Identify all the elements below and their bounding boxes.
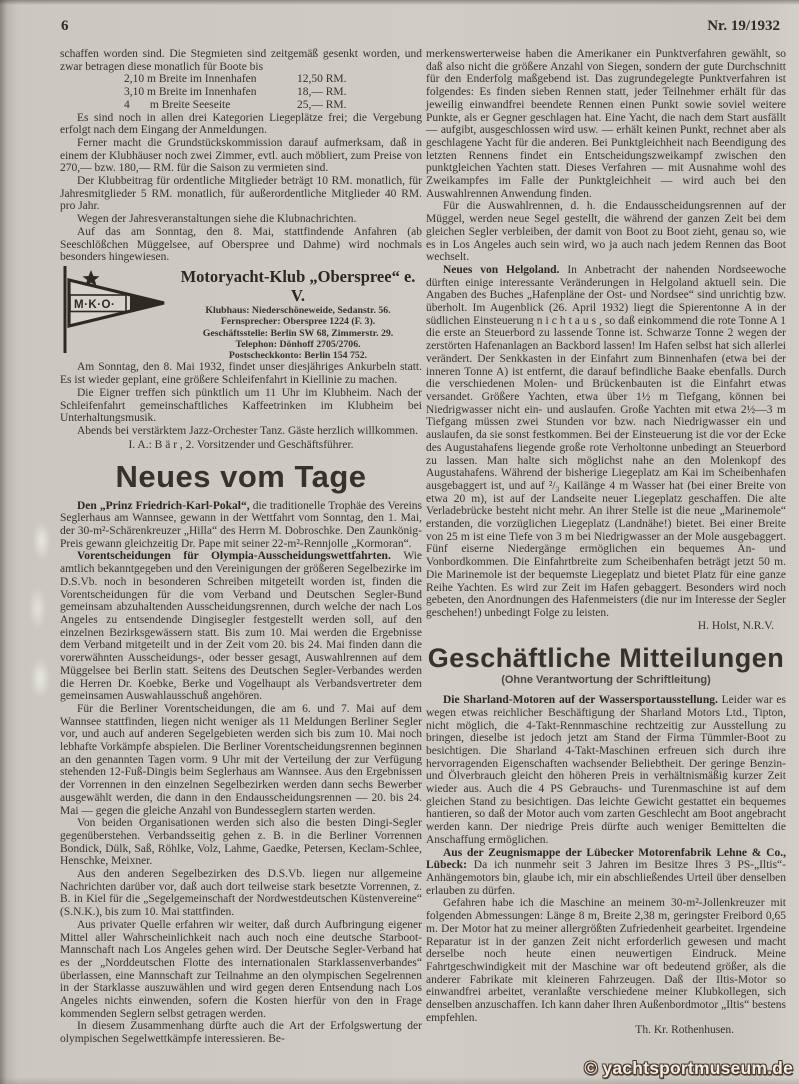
paragraph bbox=[60, 919, 422, 1021]
paragraph-text: Gefahren habe ich die Maschine an meinem 30-m²-Jollenkreuzer mit folgenden Abmessungen: Länge 8 m, Breite 2,38 m, geringster Freibord 0,65 m. Der Motor hat zu meiner allergrößten Zufriedenheit gearbeitet. Irgendeine Reparatur ist in der ganzen Zeit nicht erforderlich gewesen und macht derselbe noch heute einen neuwertigen Eindruck. Meine Fahrtgeschwindigkeit mit der Maschine war oft bedeutend größer, als die anderer Fabrikate mit kleineren Fahrzeugen. Daß der Iltis-Motor so einwandfrei arbeitet, veranlaßte verschiedene meiner Klubkollegen, sich denselben anzuschaffen. Ich kann daher Ihren Außenbordmotor „Iltis“ bestens empfehlen. bbox=[426, 897, 786, 1024]
paragraph-text: Aus privater Quelle erfahren wir weiter, daß durch Aufbringung eigener Mittel aller Wahrscheinlichkeit nach auch noch eine deutsche Starboot-Mannschaft nach Los Angeles gehen wird. Der Deutsche Segler-Verband hat es der „Norddeutschen Flotte des internationalen Starklassenverbandes“ überlassen, eine Mannschaft zur Teilnahme an den olympischen Segelrennen in der Starklasse auszuwählen und wird gegen deren Entsendung nach Los Angeles nichts einwenden, sofern die Kosten hierfür von den in Frage kommenden Seglern selbst getragen werden. bbox=[60, 918, 422, 1020]
paragraph: Es sind noch in allen drei Kategorien Liegeplätze frei; die Vergebung erfolgt nach dem Eingang der Anmeldungen. bbox=[60, 111, 422, 137]
price-item: 3,10 m Breite im Innenhafen bbox=[124, 86, 257, 99]
club-header bbox=[174, 267, 422, 361]
paragraph bbox=[426, 200, 786, 264]
article-signature: H. Holst, N.R.V. bbox=[697, 619, 774, 632]
paragraph bbox=[60, 817, 422, 868]
paragraph-lead: Den „Prinz Friedrich-Karl-Pokal“, bbox=[77, 499, 250, 512]
paragraph-text: Für die Berliner Vorentscheidungen, die am 6. und 7. Mai auf dem Wannsee stattfinden, liegen nicht weniger als 11 Meldungen Berliner Segler vor, und auch auf anderen Segelgebieten werden sich bis zum 10. Mai noch lebhafte Vorkämpfe abspielen. Die Berliner Vorentscheidungsrennen beginnen an den genannten Tagen vorm. 9 Uhr mit der Verteilung der zur Verfügung stehenden 12-Fuß-Dingis beim Seglerhaus am Wannsee. Aus den Ergebnissen der Vorrennen in den einzelnen Segelbezirken werden dann sechs Bewerber ausgewählt werden, die dann in den Endausscheidungsrennen — 20. bis 24. Mai — gegen die gleiche Anzahl von Bundesseglern starten werden. bbox=[60, 702, 422, 817]
price-row bbox=[60, 99, 422, 112]
paragraph: Auf das am Sonntag, den 8. Mai, stattfindende Anfahren (ab Seeschlößchen Müggelsee, auf Oberspree und Dahme) wird nochmals besonders hingewiesen. bbox=[60, 225, 422, 264]
club-announcement bbox=[60, 267, 422, 452]
paragraph-lead: Vorentscheidungen für Olympia-Ausscheidungswettfahrten. bbox=[77, 550, 391, 563]
paragraph-lead: Aus der Zeugnismappe der Lübecker Motorenfabrik Lehne & Co., Lübeck: bbox=[426, 846, 786, 872]
paragraph-lead: Die Sharland-Motoren auf der Wassersportausstellung. bbox=[443, 694, 718, 707]
price-value: 25,— RM. bbox=[297, 98, 347, 111]
paragraph: Der Klubbeitrag für ordentliche Mitglieder beträgt 10 RM. monatlich, für Jahresmitglieder 5 RM. monatlich, für außerordentliche Mitglieder 40 RM. pro Jahr. bbox=[60, 175, 422, 213]
section-subheading: (Ohne Verantwortung der Schriftleitung) bbox=[501, 674, 711, 687]
right-column bbox=[426, 48, 786, 1038]
club-info-line: Fernsprecher: Oberspree 1224 (F. 3). bbox=[220, 316, 376, 328]
testimonial-signature: Th. Kr. Rothenhusen. bbox=[635, 1024, 734, 1037]
paragraph-text: die traditionelle Trophäe des Vereins Seglerhaus am Wannsee, gewann in der Wettfahrt vom Sonntag, den 1. Mai, der 30-m²-Schärenkreuzer „Hilla“ des Herrn M. Dobroschke. Den Zaunkönig-Preis gewann gleichzeitig Dr. Pape mit seiner 22-m²-Rennjolle „Kormoran“. bbox=[60, 499, 422, 550]
paragraph bbox=[426, 897, 786, 1024]
paragraph bbox=[60, 1020, 422, 1045]
paragraph: Ferner macht die Grundstückskommission darauf aufmerksam, daß in einem der Klubhäuser noch zwei Zimmer, evtl. auch möbliert, zum Preise von 270,— bzw. 180,— RM. für die Saison zu vermieten sind. bbox=[60, 136, 422, 175]
club-signature: I. A.: B ä r , 2. Vorsitzender und Geschäftsführer. bbox=[128, 438, 354, 451]
paragraph: Am Sonntag, den 8. Mai 1932, findet unser diesjähriges Ankurbeln statt. Es ist wieder geplant, eine größere Schleifenfahrt in Kiellinie zu machen. bbox=[60, 361, 422, 387]
club-title: Motoryacht-Klub „Oberspree“ e. V. bbox=[180, 266, 416, 305]
paragraph bbox=[426, 847, 786, 898]
paragraph: Abends bei verstärktem Jazz-Orchester Tanz. Gäste herzlich willkommen. bbox=[77, 424, 418, 437]
section-heading-neues-vom-tage: Neues vom Tage bbox=[115, 458, 367, 494]
price-value: 12,50 RM. bbox=[297, 73, 347, 86]
club-flag-logo bbox=[54, 264, 176, 356]
paragraph-text: Leider war es wegen etwas reichlicher Beschäftigung der Sharland Motors Ltd., Tipton, nicht möglich, die 4-Takt-Rennmaschine rechtzeitig zur Ausstellung zu bringen, dieselbe ist jedoch jetzt am Stand der Firma Tümmler-Boot zu besichtigen. Die Sharland 4-Takt-Maschinen erfreuen sich durch ihre hervorragenden Eigenschaften wachsender Beliebtheit. Der geringe Benzin- und Ölverbrauch gleicht den höheren Preis in verhältnismäßig kurzer Zeit wieder aus. Auch die 4 PS Gebrauchs- und Turenmaschine ist auf dem gleichen Stand zu besichtigen. Das leichte Gewicht gestattet ein bequemes hantieren, so daß der Motor auch vom zarten Geschlecht am Boot angebracht werden kann. Der niedrige Preis dürfte auch weniger Bemittelten die Anschaffung ermöglichen. bbox=[426, 694, 787, 846]
flag-label: M·K·O· bbox=[74, 298, 116, 311]
page-header bbox=[61, 17, 780, 35]
paragraph-text: In diesem Zusammenhang dürfte auch die Art der Erfolgswertung der olympischen Segelwettkämpfe interessieren. Be- bbox=[60, 1020, 422, 1046]
paragraph: merkenswerterweise haben die Amerikaner ein Punktverfahren gewählt, so daß also nicht die größere Anzahl von Siegen, sondern der gute Durchschnitt für den Enderfolg maßgebend ist. Das zugrundegelegte Punktverfahren ist folgendes: Es finden sieben Rennen statt, jeder Teilnehmer erhält für das jeweilig einwandfrei beendete Rennen einen Punkt sowie soviel weitere Punkte, als er Gegner geschlagen hat. Eine Yacht, die nach dem Start ausfällt — aufgibt, ausgeschlossen wird usw. — erhält keinen Punkt, rechnet aber als geschlagene Yacht für die anderen. Bei Punktgleichheit nach Beendigung des letzten Rennens findet ein Entscheidungszweikampf zwischen den punktgleichen Yachten statt. Dieses Verfahren — mit Ausnahme wohl des Zweikampfes im Falle der Punktgleichheit — wird auch bei den Auswahlrennen Anwendung finden. bbox=[426, 48, 786, 200]
club-info-line: Geschäftsstelle: Berlin SW 68, Zimmerstr. 29. bbox=[202, 327, 394, 339]
club-info-line: Postscheckkonto: Berlin 154 752. bbox=[228, 350, 368, 362]
paragraph: Wegen der Jahresveranstaltungen siehe die Klubnachrichten. bbox=[77, 213, 357, 226]
paragraph bbox=[60, 868, 422, 919]
paragraph bbox=[426, 694, 786, 846]
price-item: 4 m Breite Seeseite bbox=[124, 98, 231, 111]
issue-number: Nr. 19/1932 bbox=[707, 18, 780, 34]
paragraph-text: In Anbetracht der nahenden Nordseewoche dürften einige interessante Veränderungen in Helgoland aktuell sein. Die Angaben des Buches „Hafenpläne der Ost- und Nordsee“ sind unrichtig bzw. überholt. Im Augenblick (26. April 1932) liegt die Spierentonne A in der südlichen Einsteuerung n i c h t a u s , so daß einkommend die rote Tonne A 1 die erste an Steuerbord zu lassende Tonne ist. Schwarze Tonne 2 wegen der zerstörten Hafenanlagen an Backbord lassen! Im Hafen selbst hat sich allerlei verändert. Der Senkkasten in der Einfahrt zum Binnenhafen (etwa bei der inneren Tonne A) ist entfernt, die darauf befindliche Baake ebenfalls. Durch die verschiedenen Molen- und Brückenbauten ist die Einfahrt etwas versandet. Größere Yachten, etwa über 1½ m Tiefgang, können bei Niedrigwasser nicht ein- und auslaufen. Große Yachten mit etwa 2½—3 m Tiefgang müssen zwei Stunden vor bzw. nach Niedrigwasser ein und auslaufen, da sie sonst festkommen. Bei der Einsteuerung ist die vor der Ecke des Augustahafens liegende große rote Verholtonne unbedingt an Steuerbord zu lassen. Man halte sich möglichst nahe an den Molenkopf des Augustahafens. Während der bisherige Liegeplatz am Kai im Scheibenhafen ausgebaggert ist, und auf ²/₃ Kailänge 4 m Wasser hat (bei einer Breite von etwa 20 m), ist auf der Landseite neuer Liegeplatz geschaffen. Die alte Verladebrücke besteht nicht mehr. An ihrer Stelle ist die neue „Marinemole“ erstanden, die vorzüglichen Liegeplatz (Landnähe!) bietet. Bei einer Breite von 25 m ist eine Tiefe von 3 m bei Niedrigwasser an der Mole ausgebaggert. Fünf eiserne Niedergänge ermöglichen ein bequemes An- und Vonbordkommen. Die Einfahrtbreite zum Scheibenhafen beträgt jetzt 50 m. Die Marinemole ist der bequemste Liegeplatz und bietet Platz für eine ganze Reihe Yachten. Es wird zur Zeit im Hafen gebaggert. Besonders wird noch gebeten, den Anordnungen des Hafenmeisters (die nur im Interesse der Segler geschehen!) unbedingt Folge zu leisten. bbox=[426, 263, 786, 619]
paragraph: schaffen worden sind. Die Stegmieten sind zeitgemäß gesenkt worden, und zwar betragen diese monatlich für Boote bis bbox=[60, 48, 422, 73]
price-value: 18,— RM. bbox=[297, 86, 347, 99]
paragraph-text: Für die Auswahlrennen, d. h. die Endausscheidungsrennen auf der Müggel, werden neue Segel gestellt, die während der ganzen Zeit bei dem gleichen Segler verbleiben, der damit von Boot zu Boot zieht, genau so, wie es in Los Angeles auch sein wird, wo ja auch nach jedem Rennen das Boot wechselt. bbox=[426, 200, 786, 264]
left-column bbox=[60, 48, 422, 1046]
watermark: © yachtsportmuseum.de bbox=[584, 1058, 793, 1078]
price-item: 2,10 m Breite im Innenhafen bbox=[124, 73, 257, 86]
club-info-line: Telephon: Dönhoff 2705/2706. bbox=[235, 338, 361, 350]
paragraph bbox=[60, 703, 422, 817]
paragraph bbox=[60, 550, 422, 702]
paragraph bbox=[426, 264, 786, 620]
page-number: 6 bbox=[61, 18, 69, 34]
mooring-price-list bbox=[60, 73, 422, 111]
paragraph-text: Wie amtlich bekanntgegeben und den Vereinigungen der größeren Segelbezirke im D.S.Vb. noch in besonderen Schreiben mitgeteilt worden ist, finden die Vorentscheidungen für die vom Verband und Deutschen Segler-Bund gemeinsam abzuhaltenden Ausscheidungsrennen, durch welche der nach Los Angeles zu entsendende Dingisegler festgestellt werden soll, auf den einzelnen Bezirksgewässern statt. Bis zum 10. Mai werden die Ergebnisse dem Verband mitgeteilt und in der Zeit vom 20. bis 24. Mai finden dann die vorerwähnten Ausscheidungs-, oder besser gesagt, Auswahlrennen auf dem Müggelsee bei Berlin statt. Seitens des Deutschen Segler-Verbandes werden die Herren Dr. Koebke, Berke und Vogelhaupt als Verbandsvertreter dem gemeinsamen Auswahlausschuß angehören. bbox=[60, 550, 423, 703]
section-heading-geschaeftliche-mitteilungen: Geschäftliche Mitteilungen bbox=[427, 643, 785, 674]
paragraph-text: Da ich nunmehr seit 3 Jahren im Besitze Ihres 3 PS-„Iltis“-Anhängemotors bin, glaube ich, mir ein abschließendes Urteil über denselben erlauben zu dürfen. bbox=[426, 859, 786, 897]
scan-artifact bbox=[26, 510, 52, 715]
paragraph-text: Von beiden Organisationen werden sich also die besten Dingi-Segler gegenüberstehen. Verbandsseitig gehen z. B. in die Berliner Vorrennen Bondick, Dülk, Saß, Röhlke, Volz, Lahme, Gaedke, Petersen, Keclam-Schlee, Henschke, Meixner. bbox=[60, 817, 422, 868]
club-info-line: Klubhaus: Niederschöneweide, Sedanstr. 56. bbox=[205, 304, 391, 316]
paragraph-lead: Neues von Helgoland. bbox=[443, 263, 560, 276]
price-row bbox=[60, 86, 422, 99]
paragraph-text: Aus den anderen Segelbezirken des D.S.Vb. liegen nur allgemeine Nachrichten darüber vor, daß auch dort teilweise stark besetzte Vorrennen, z. B. in Kiel für die „Segelgemeinschaft der Nordwestdeutschen Küstenvereine“ (S.N.K.), bis zum 10. Mai stattfinden. bbox=[60, 868, 422, 919]
paragraph: Die Eigner treffen sich pünktlich um 11 Uhr im Klubheim. Nach der Schleifenfahrt gemeinschaftliches Kaffeetrinken im Klubheim bei Unterhaltungsmusik. bbox=[60, 386, 422, 425]
paragraph bbox=[60, 500, 422, 551]
price-row bbox=[60, 73, 422, 86]
